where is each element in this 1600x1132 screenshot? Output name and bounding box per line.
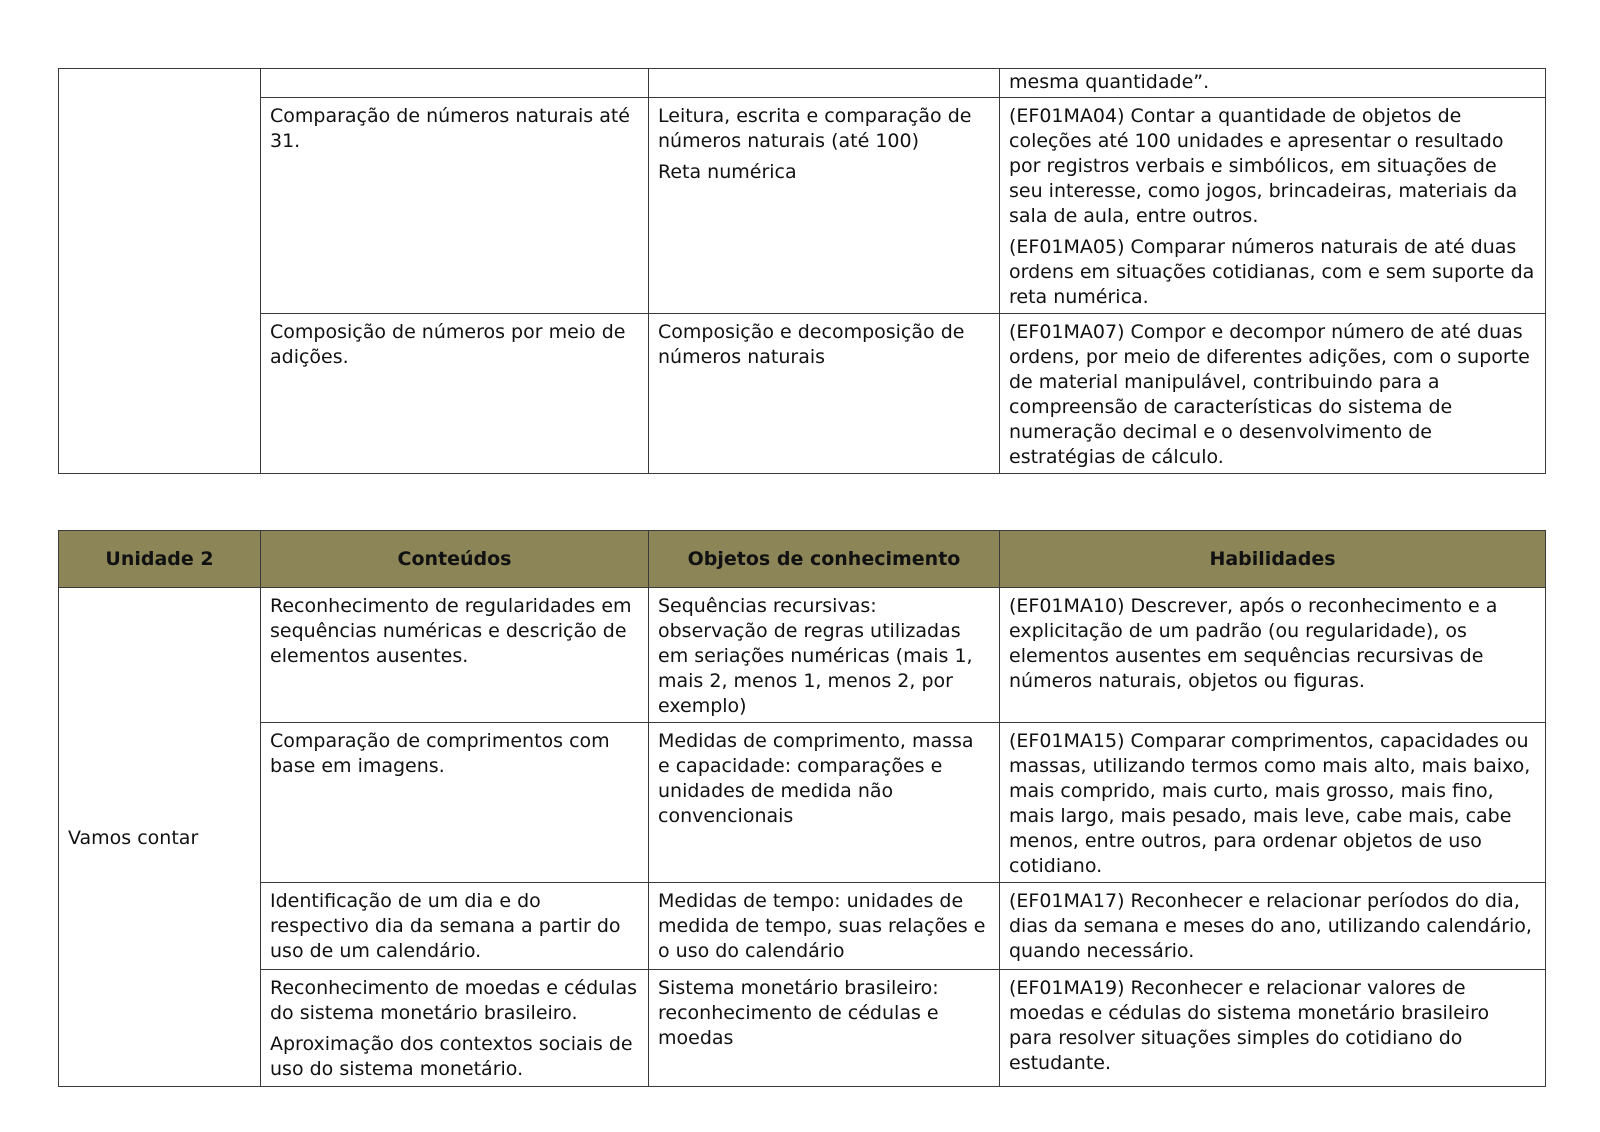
objetos-cell xyxy=(649,69,1000,98)
unit2-table xyxy=(58,530,1546,1087)
header-unidade: Unidade 2 xyxy=(59,531,261,588)
conteudo-text: Composição de números por meio de adições. xyxy=(270,321,626,368)
conteudos-cell xyxy=(261,98,649,314)
table-header-row xyxy=(59,531,1546,588)
habilidade-text: (EF01MA05) Comparar números naturais de até duas ordens em situações cotidianas, com e sem suporte da reta numérica. xyxy=(1009,236,1535,308)
header-conteudos: Conteúdos xyxy=(261,531,649,588)
conteudo-text: Comparação de comprimentos com base em imagens. xyxy=(270,730,610,777)
habilidade-text: mesma quantidade”. xyxy=(1009,71,1210,93)
objetos-cell xyxy=(649,723,1000,883)
objeto-text: Composição e decomposição de números naturais xyxy=(658,321,965,368)
objeto-text: Leitura, escrita e comparação de números naturais (até 100) xyxy=(658,105,972,152)
habilidades-cell xyxy=(1000,314,1546,474)
table-row xyxy=(59,883,1546,970)
conteudo-text: Reconhecimento de regularidades em sequências numéricas e descrição de elementos ausentes. xyxy=(270,595,632,667)
conteudo-text: Comparação de números naturais até 31. xyxy=(270,105,630,152)
conteudo-text: Identificação de um dia e do respectivo dia da semana a partir do uso de um calendário. xyxy=(270,890,621,962)
objeto-text: Medidas de tempo: unidades de medida de tempo, suas relações e o uso do calendário xyxy=(658,890,986,962)
objetos-cell xyxy=(649,970,1000,1087)
habilidade-text: (EF01MA04) Contar a quantidade de objetos de coleções até 100 unidades e apresentar o resultado por registros verbais e simbólicos, em situações de seu interesse, como jogos, brincadeiras, materiais da sala de aula, entre outros. xyxy=(1009,105,1518,227)
objetos-cell xyxy=(649,98,1000,314)
objeto-text: Sistema monetário brasileiro: reconhecimento de cédulas e moedas xyxy=(658,977,939,1049)
conteudos-cell xyxy=(261,723,649,883)
table-row xyxy=(59,970,1546,1087)
table-row xyxy=(59,98,1546,314)
table-row xyxy=(59,723,1546,883)
habilidades-cell xyxy=(1000,588,1546,723)
conteudos-cell xyxy=(261,970,649,1087)
conteudos-cell xyxy=(261,883,649,970)
habilidades-cell xyxy=(1000,970,1546,1087)
conteudos-cell xyxy=(261,69,649,98)
habilidades-cell xyxy=(1000,883,1546,970)
habilidade-text: (EF01MA17) Reconhecer e relacionar períodos do dia, dias da semana e meses do ano, utilizando calendário, quando necessário. xyxy=(1009,890,1532,962)
header-objetos: Objetos de conhecimento xyxy=(649,531,1000,588)
conteudo-text: Aproximação dos contextos sociais de uso do sistema monetário. xyxy=(270,1033,633,1080)
habilidade-text: (EF01MA15) Comparar comprimentos, capacidades ou massas, utilizando termos como mais alto, mais baixo, mais comprido, mais curto, mais grosso, mais fino, mais largo, mais pesado, mais leve, cabe mais, cabe menos, entre outros, para ordenar objetos de uso cotidiano. xyxy=(1009,730,1531,877)
objeto-text: Reta numérica xyxy=(658,161,797,183)
unit-name-cell xyxy=(59,588,261,1087)
unit-cell xyxy=(59,69,261,474)
table-row xyxy=(59,588,1546,723)
objeto-text: Medidas de comprimento, massa e capacidade: comparações e unidades de medida não convencionais xyxy=(658,730,974,827)
habilidades-cell xyxy=(1000,98,1546,314)
header-habilidades: Habilidades xyxy=(1000,531,1546,588)
objetos-cell xyxy=(649,588,1000,723)
habilidades-cell xyxy=(1000,69,1546,98)
habilidade-text: (EF01MA10) Descrever, após o reconhecimento e a explicitação de um padrão (ou regularidade), os elementos ausentes em sequências recursivas de números naturais, objetos ou figuras. xyxy=(1009,595,1498,692)
table-row xyxy=(59,69,1546,98)
habilidade-text: (EF01MA19) Reconhecer e relacionar valores de moedas e cédulas do sistema monetário brasileiro para resolver situações simples do cotidiano do estudante. xyxy=(1009,977,1490,1074)
habilidade-text: (EF01MA07) Compor e decompor número de até duas ordens, por meio de diferentes adições, com o suporte de material manipulável, contribuindo para a compreensão de características do sistema de numeração decimal e o desenvolvimento de estratégias de cálculo. xyxy=(1009,321,1530,468)
objetos-cell xyxy=(649,883,1000,970)
objeto-text: Sequências recursivas: observação de regras utilizadas em seriações numéricas (mais 1, mais 2, menos 1, menos 2, por exemplo) xyxy=(658,595,973,717)
objetos-cell xyxy=(649,314,1000,474)
habilidades-cell xyxy=(1000,723,1546,883)
unit1-continuation-table xyxy=(58,68,1546,474)
unit-name: Vamos contar xyxy=(68,827,199,849)
table-row xyxy=(59,314,1546,474)
conteudos-cell xyxy=(261,588,649,723)
conteudo-text: Reconhecimento de moedas e cédulas do sistema monetário brasileiro. xyxy=(270,977,638,1024)
conteudos-cell xyxy=(261,314,649,474)
